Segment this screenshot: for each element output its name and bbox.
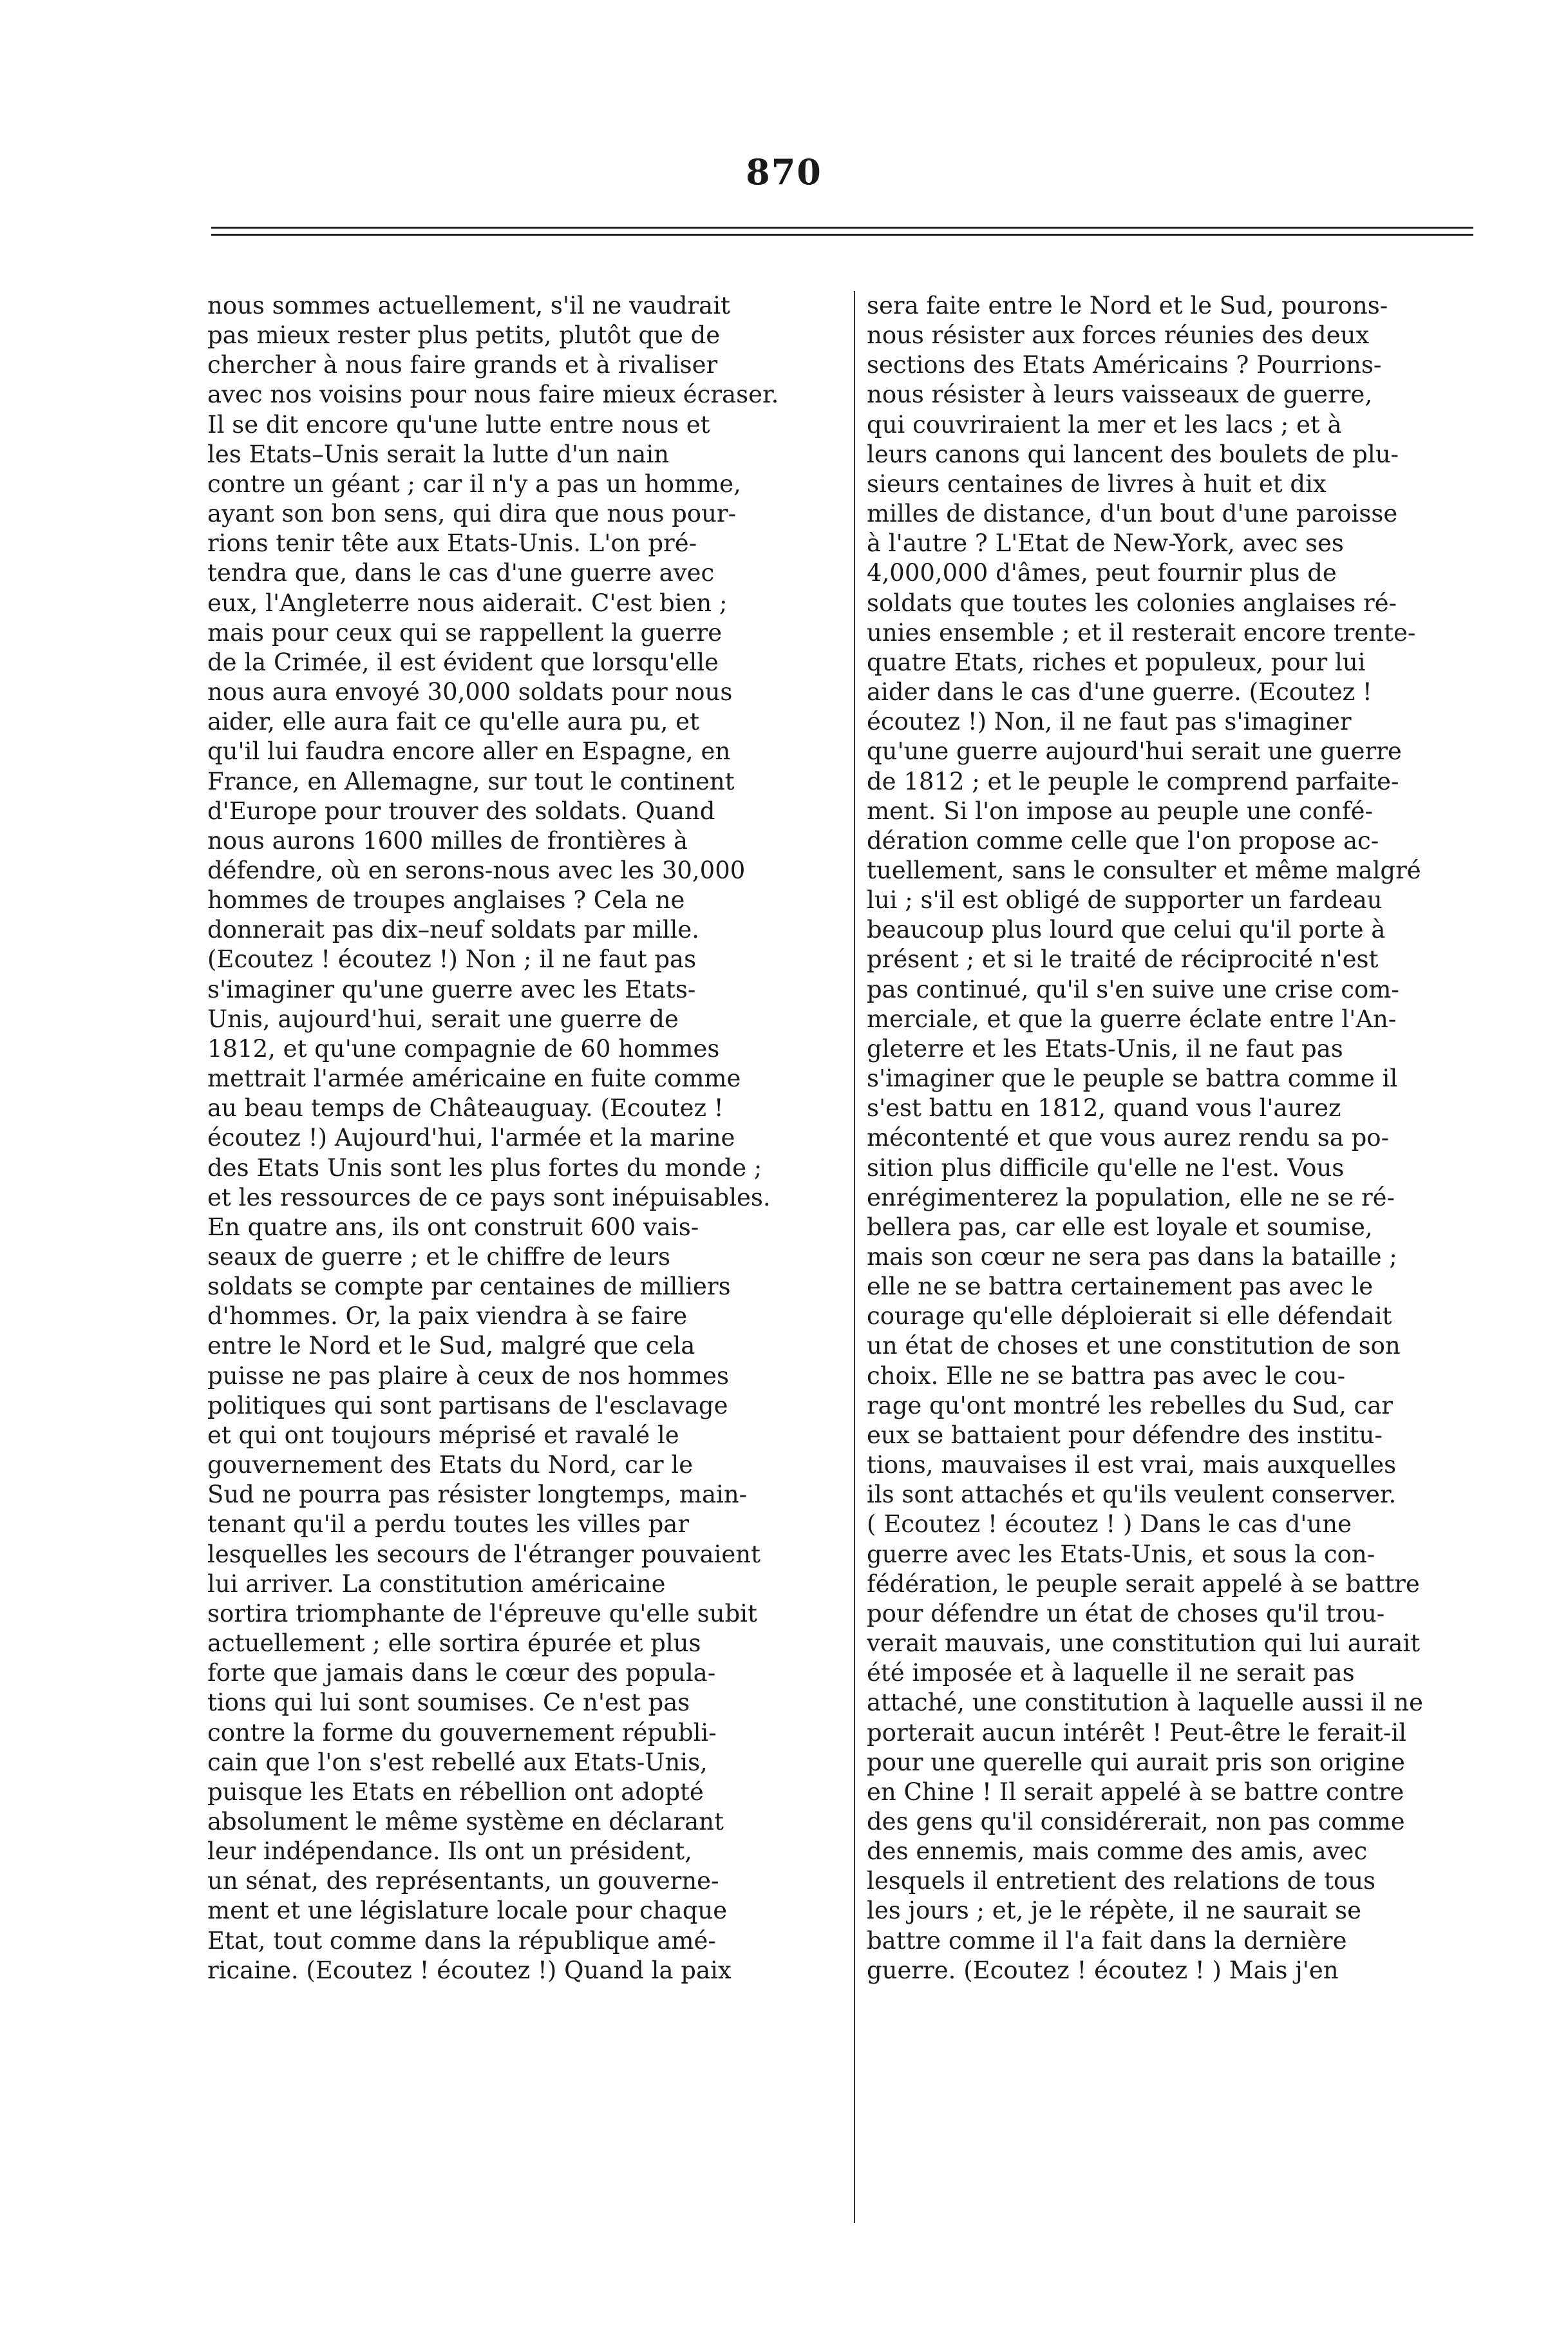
text-line: ricaine. (Ecoutez ! écoutez !) Quand la paix: [207, 1956, 732, 1984]
text-line: présent ; et si le traité de réciprocité n'est: [867, 945, 1379, 974]
text-line: forte que jamais dans le cœur des popula-: [207, 1659, 716, 1687]
text-line: ( Ecoutez ! écoutez ! ) Dans le cas d'une: [867, 1510, 1352, 1539]
text-line: rions tenir tête aux Etats-Unis. L'on pré-: [207, 529, 697, 558]
text-line: aider dans le cas d'une guerre. (Ecoutez !: [867, 678, 1372, 706]
text-line: qu'une guerre aujourd'hui serait une guerre: [867, 737, 1402, 766]
text-line: lui ; s'il est obligé de supporter un fardeau: [867, 886, 1383, 915]
left-column: [207, 291, 851, 1986]
text-line: 1812, et qu'une compagnie de 60 hommes: [207, 1034, 720, 1063]
text-line: mais pour ceux qui se rappellent la guerre: [207, 618, 723, 647]
text-line: et les ressources de ce pays sont inépuisables.: [207, 1183, 771, 1211]
text-line: unies ensemble ; et il resterait encore trente-: [867, 618, 1416, 647]
text-line: sortira triomphante de l'épreuve qu'elle subit: [207, 1599, 757, 1627]
text-line: quatre Etats, riches et populeux, pour lui: [867, 648, 1366, 676]
text-line: tendra que, dans le cas d'une guerre avec: [207, 559, 715, 587]
text-line: tions, mauvaises il est vrai, mais auxquelles: [867, 1451, 1397, 1479]
text-line: Sud ne pourra pas résister longtemps, main-: [207, 1481, 748, 1509]
text-line: verait mauvais, une constitution qui lui aurait: [867, 1629, 1421, 1658]
text-line: sera faite entre le Nord et le Sud, pourons-: [867, 292, 1388, 319]
text-line: nous résister aux forces réunies des deux: [867, 321, 1370, 350]
text-line: pas mieux rester plus petits, plutôt que de: [207, 321, 721, 350]
text-line: politiques qui sont partisans de l'esclavage: [207, 1391, 728, 1419]
text-line: sections des Etats Américains ? Pourrions-: [867, 351, 1382, 379]
text-line: lui arriver. La constitution américaine: [207, 1569, 666, 1598]
text-line: ils sont attachés et qu'ils veulent conserver.: [867, 1481, 1397, 1509]
text-line: contre un géant ; car il n'y a pas un homme,: [207, 469, 741, 498]
text-line: dération comme celle que l'on propose ac-: [867, 826, 1379, 855]
text-line: ayant son bon sens, qui dira que nous pour-: [207, 500, 737, 528]
header-rule: [211, 227, 1473, 236]
text-line: ment. Si l'on impose au peuple une confé-: [867, 797, 1374, 825]
text-line: les Etats–Unis serait la lutte d'un nain: [207, 440, 670, 468]
text-line: en Chine ! Il serait appelé à se battre contre: [867, 1777, 1404, 1806]
text-line: à l'autre ? L'Etat de New-York, avec ses: [867, 529, 1344, 558]
text-line: été imposée et à laquelle il ne serait pas: [867, 1659, 1355, 1687]
text-line: gleterre et les Etats-Unis, il ne faut pas: [867, 1034, 1343, 1063]
text-line: soldats se compte par centaines de milliers: [207, 1273, 731, 1301]
text-line: (Ecoutez ! écoutez !) Non ; il ne faut pas: [207, 945, 697, 974]
text-line: s'imaginer qu'une guerre avec les Etats-: [207, 975, 696, 1003]
text-line: battre comme il l'a fait dans la dernière: [867, 1926, 1347, 1955]
text-line: d'hommes. Or, la paix viendra à se faire: [207, 1302, 688, 1331]
text-line: aider, elle aura fait ce qu'elle aura pu, et: [207, 708, 699, 736]
text-line: sition plus difficile qu'elle ne l'est. Vous: [867, 1153, 1345, 1182]
text-line: lesquels il entretient des relations de tous: [867, 1867, 1376, 1895]
text-line: chercher à nous faire grands et à rivaliser: [207, 351, 718, 379]
text-line: En quatre ans, ils ont construit 600 vais-: [207, 1213, 699, 1241]
text-line: nous sommes actuellement, s'il ne vaudrait: [207, 292, 730, 319]
text-line: écoutez !) Non, il ne faut pas s'imaginer: [867, 708, 1352, 736]
text-line: donnerait pas dix–neuf soldats par mille.: [207, 916, 700, 944]
text-line: cain que l'on s'est rebellé aux Etats-Unis,: [207, 1748, 708, 1776]
text-line: France, en Allemagne, sur tout le continent: [207, 767, 735, 795]
text-line: soldats que toutes les colonies anglaises ré-: [867, 589, 1397, 617]
text-line: un état de choses et une constitution de son: [867, 1332, 1401, 1360]
text-line: seaux de guerre ; et le chiffre de leurs: [207, 1243, 671, 1271]
text-line: s'est battu en 1812, quand vous l'aurez: [867, 1094, 1341, 1123]
text-line: leurs canons qui lancent des boulets de plu-: [867, 440, 1399, 468]
text-line: beaucoup plus lourd que celui qu'il porte à: [867, 916, 1386, 944]
text-line: ment et une législature locale pour chaque: [207, 1897, 728, 1925]
text-line: leur indépendance. Ils ont un président,: [207, 1837, 692, 1866]
text-line: un sénat, des représentants, un gouverne-: [207, 1867, 719, 1895]
text-line: qu'il lui faudra encore aller en Espagne, en: [207, 737, 731, 766]
right-column: [867, 291, 1511, 1986]
text-line: des ennemis, mais comme des amis, avec: [867, 1837, 1368, 1866]
text-line: les jours ; et, je le répète, il ne saurait se: [867, 1897, 1361, 1925]
text-line: mais son cœur ne sera pas dans la bataille ;: [867, 1243, 1397, 1271]
text-line: eux se battaient pour défendre des institu-: [867, 1421, 1383, 1449]
text-line: eux, l'Angleterre nous aiderait. C'est bien ;: [207, 589, 728, 617]
text-line: puisque les Etats en rébellion ont adopté: [207, 1777, 704, 1806]
text-line: rage qu'ont montré les rebelles du Sud, car: [867, 1391, 1393, 1419]
text-line: milles de distance, d'un bout d'une paroisse: [867, 500, 1398, 528]
text-line: hommes de troupes anglaises ? Cela ne: [207, 886, 685, 915]
text-line: tuellement, sans le consulter et même malgré: [867, 856, 1421, 884]
text-line: puisse ne pas plaire à ceux de nos hommes: [207, 1361, 729, 1390]
text-line: des Etats Unis sont les plus fortes du monde ;: [207, 1153, 762, 1182]
text-line: absolument le même système en déclarant: [207, 1807, 724, 1835]
text-line: de la Crimée, il est évident que lorsqu'elle: [207, 648, 719, 676]
text-line: et qui ont toujours méprisé et ravalé le: [207, 1421, 679, 1449]
text-line: courage qu'elle déploierait si elle défendait: [867, 1302, 1392, 1331]
text-line: sieurs centaines de livres à huit et dix: [867, 469, 1327, 498]
text-line: nous aura envoyé 30,000 soldats pour nous: [207, 678, 733, 706]
text-line: 4,000,000 d'âmes, peut fournir plus de: [867, 559, 1337, 587]
text-line: d'Europe pour trouver des soldats. Quand: [207, 797, 715, 825]
text-line: tions qui lui sont soumises. Ce n'est pas: [207, 1689, 690, 1717]
text-line: avec nos voisins pour nous faire mieux écraser.: [207, 381, 779, 409]
text-line: Il se dit encore qu'une lutte entre nous et: [207, 410, 710, 439]
text-line: porterait aucun intérêt ! Peut-être le ferait-il: [867, 1718, 1407, 1747]
text-line: gouvernement des Etats du Nord, car le: [207, 1451, 694, 1479]
text-line: actuellement ; elle sortira épurée et plus: [207, 1629, 701, 1658]
text-line: défendre, où en serons-nous avec les 30,000: [207, 856, 746, 884]
text-line: elle ne se battra certainement pas avec le: [867, 1273, 1374, 1301]
text-line: pour une querelle qui aurait pris son origine: [867, 1748, 1405, 1776]
text-line: bellera pas, car elle est loyale et soumise,: [867, 1213, 1373, 1241]
text-line: nous aurons 1600 milles de frontières à: [207, 826, 688, 855]
text-line: entre le Nord et le Sud, malgré que cela: [207, 1332, 695, 1360]
text-line: pas continué, qu'il s'en suive une crise com-: [867, 975, 1399, 1003]
text-line: de 1812 ; et le peuple le comprend parfaite-: [867, 767, 1399, 795]
text-line: qui couvriraient la mer et les lacs ; et à: [867, 410, 1342, 439]
text-line: merciale, et que la guerre éclate entre l'An-: [867, 1005, 1397, 1033]
text-line: choix. Elle ne se battra pas avec le cou-: [867, 1361, 1346, 1390]
text-line: fédération, le peuple serait appelé à se battre: [867, 1569, 1420, 1598]
text-line: tenant qu'il a perdu toutes les villes par: [207, 1510, 690, 1539]
text-line: nous résister à leurs vaisseaux de guerre,: [867, 381, 1373, 409]
text-line: guerre. (Ecoutez ! écoutez ! ) Mais j'en: [867, 1956, 1339, 1984]
text-line: enrégimenterez la population, elle ne se ré-: [867, 1183, 1395, 1211]
text-line: des gens qu'il considérerait, non pas comme: [867, 1807, 1405, 1835]
text-line: mécontenté et que vous aurez rendu sa po-: [867, 1124, 1390, 1152]
text-line: contre la forme du gouvernement républi-: [207, 1718, 717, 1747]
page-number: 870: [746, 151, 822, 193]
text-line: écoutez !) Aujourd'hui, l'armée et la marine: [207, 1124, 735, 1152]
text-line: pour défendre un état de choses qu'il trou-: [867, 1599, 1385, 1627]
text-line: s'imaginer que le peuple se battra comme il: [867, 1065, 1398, 1093]
text-line: Unis, aujourd'hui, serait une guerre de: [207, 1005, 679, 1033]
text-line: mettrait l'armée américaine en fuite comme: [207, 1065, 741, 1093]
column-divider: [854, 291, 855, 2223]
text-line: guerre avec les Etats-Unis, et sous la con-: [867, 1540, 1375, 1568]
text-line: attaché, une constitution à laquelle aussi il ne: [867, 1689, 1423, 1717]
text-line: Etat, tout comme dans la république amé-: [207, 1926, 716, 1955]
text-line: lesquelles les secours de l'étranger pouvaient: [207, 1540, 760, 1568]
text-line: au beau temps de Châteauguay. (Ecoutez !: [207, 1094, 724, 1123]
